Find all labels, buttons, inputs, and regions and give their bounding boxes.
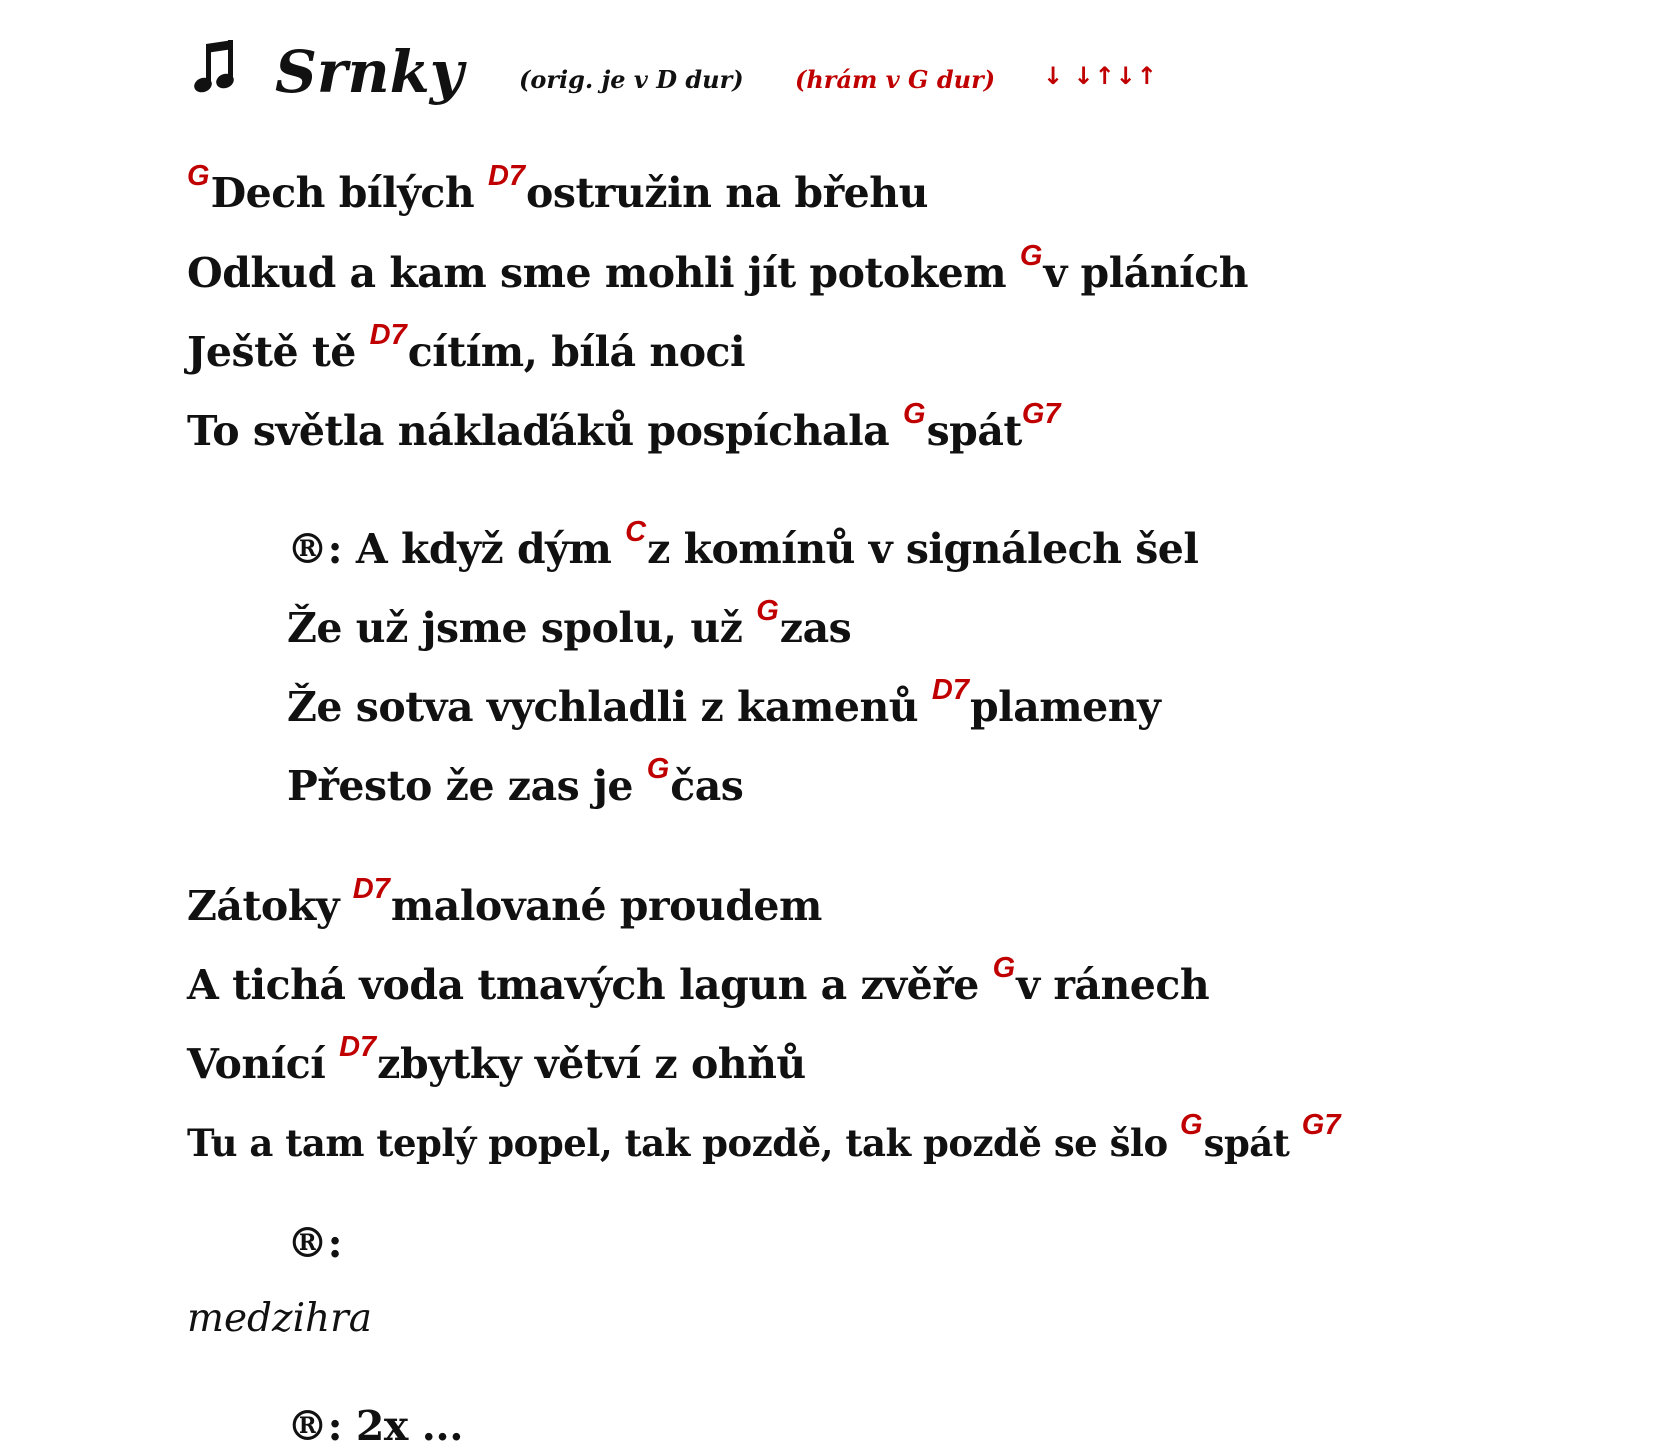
chord-g: G: [187, 160, 210, 192]
chorus-line: [287, 753, 744, 816]
chord-g: G: [1019, 240, 1043, 272]
lyric-text: v ránech: [1016, 961, 1210, 1009]
verse2-line: [187, 873, 822, 936]
chord-d7: D7: [352, 873, 390, 905]
lyric-text: Vonící: [187, 1040, 340, 1088]
lyric-text: Že sotva vychladli z kamenů: [287, 683, 932, 731]
lyric-text: Ještě tě: [187, 328, 370, 376]
lyric-text: spát: [1203, 1121, 1302, 1165]
verse1-line: [187, 319, 746, 382]
chord-g7: G7: [1021, 398, 1061, 430]
lyric-text: To světla náklaďáků pospíchala: [187, 407, 904, 455]
chorus-line: [287, 516, 1199, 579]
lyric-text: zbytky větví z ohňů: [377, 1040, 806, 1088]
chord-g: G: [903, 398, 926, 430]
lyric-text: z komínů v signálech šel: [647, 525, 1199, 573]
song-title: Srnky: [275, 38, 464, 106]
verse1-line: [187, 160, 928, 223]
chord-g: G: [992, 952, 1016, 984]
verse1-line: [187, 240, 1249, 303]
lyric-text: A tichá voda tmavých lagun a zvěře: [187, 961, 993, 1009]
chord-d7: D7: [369, 319, 407, 351]
lyric-text: Zátoky: [187, 882, 353, 930]
strum-pattern: ↓ ↓↑↓↑: [1043, 62, 1158, 90]
chord-g7: G7: [1301, 1109, 1341, 1141]
chord-d7: D7: [931, 674, 969, 706]
chord-d7: D7: [339, 1031, 377, 1063]
lyric-text: Odkud a kam sme mohli jít potokem: [187, 249, 1020, 297]
verse2-line: [187, 952, 1210, 1015]
verse2-line: [187, 1031, 806, 1094]
chorus-line: [287, 674, 1161, 737]
lyric-text: Tu a tam teplý popel, tak pozdě, tak pozdě se šlo: [187, 1121, 1181, 1165]
chorus-repeat: ®: 2x ...: [287, 1402, 463, 1450]
lyric-text: plameny: [969, 683, 1161, 731]
chord-d7: D7: [487, 160, 526, 192]
lyric-text: malované proudem: [390, 882, 822, 930]
chord-g: G: [756, 595, 779, 627]
chord-c: C: [625, 516, 647, 548]
lyric-text: čas: [670, 762, 744, 810]
played-key: (hrám v G dur): [795, 65, 996, 94]
original-key: (orig. je v D dur): [519, 65, 744, 94]
lyric-text: ostružin na břehu: [526, 169, 928, 217]
lyric-text: Přesto že zas je: [287, 762, 647, 810]
music-note-icon: [193, 38, 237, 96]
lyric-text: v pláních: [1043, 249, 1249, 297]
lyric-text: Dech bílých: [210, 169, 488, 217]
lyric-text: zas: [779, 604, 852, 652]
chord-g: G: [646, 753, 670, 785]
lyric-text: Že už jsme spolu, už: [287, 604, 757, 652]
verse2-line: [187, 1109, 1341, 1172]
lyric-text: spát: [926, 407, 1022, 455]
lyric-text: cítím, bílá noci: [407, 328, 746, 376]
chorus-line: [287, 595, 852, 658]
chorus-reference: ®:: [287, 1219, 343, 1267]
interlude-label: medzihra: [187, 1296, 373, 1341]
verse1-line: [187, 398, 1062, 461]
lyric-text: ®: A když dým: [287, 525, 626, 573]
chord-g: G: [1180, 1109, 1203, 1141]
